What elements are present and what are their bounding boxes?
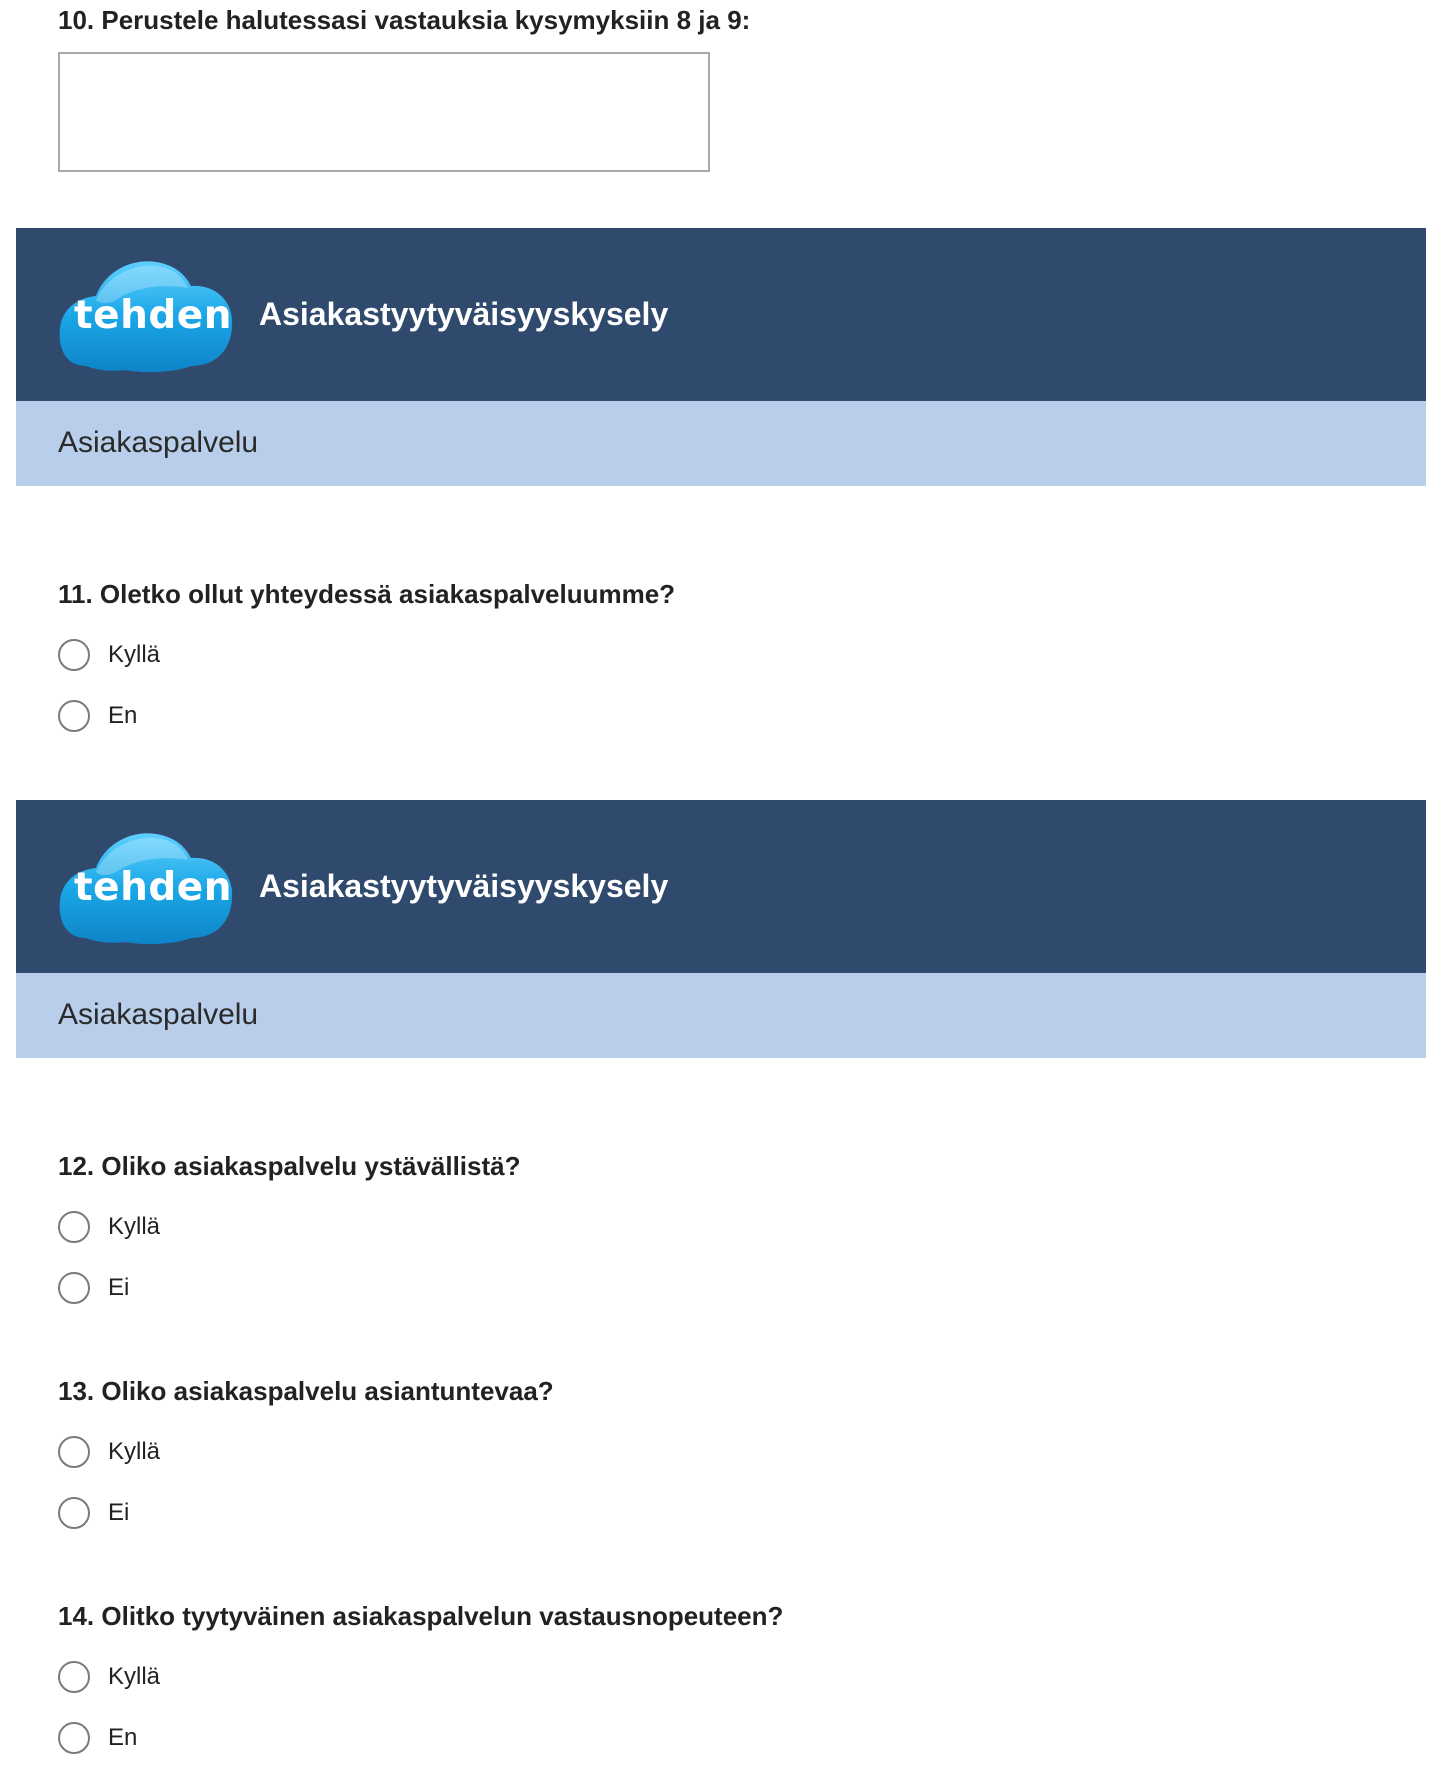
option-label: Ei: [108, 1274, 130, 1301]
section-bar-2: [16, 973, 1426, 1058]
q13-option-ei[interactable]: [58, 1495, 129, 1531]
radio-button[interactable]: [58, 1272, 90, 1304]
survey-title: Asiakastyytyväisyyskysely: [259, 296, 669, 332]
question-12-label: 12. Oliko asiakaspalvelu ystävällistä?: [58, 1151, 521, 1181]
q12-option-ei[interactable]: [58, 1270, 129, 1306]
q11-option-en[interactable]: [58, 698, 137, 734]
tehden-logo-text: tehden: [74, 865, 232, 910]
question-10-label: 10. Perustele halutessasi vastauksia kysymyksiin 8 ja 9:: [58, 5, 751, 35]
radio-button[interactable]: [58, 700, 90, 732]
section-bar-1: [16, 401, 1426, 486]
section-title: Asiakaspalvelu: [58, 998, 259, 1031]
option-label: Kyllä: [108, 1663, 161, 1690]
radio-button[interactable]: [58, 639, 90, 671]
question-10-textarea[interactable]: [58, 52, 710, 172]
radio-button[interactable]: [58, 1722, 90, 1754]
question-11-label: 11. Oletko ollut yhteydessä asiakaspalveluumme?: [58, 579, 676, 609]
survey-title: Asiakastyytyväisyyskysely: [259, 868, 669, 904]
radio-button[interactable]: [58, 1497, 90, 1529]
q14-option-kylla[interactable]: [58, 1659, 160, 1695]
section-title: Asiakaspalvelu: [58, 426, 259, 459]
option-label: Kyllä: [108, 1213, 161, 1240]
q11-option-kylla[interactable]: [58, 637, 160, 673]
question-13-label: 13. Oliko asiakaspalvelu asiantuntevaa?: [58, 1376, 554, 1406]
radio-button[interactable]: [58, 1436, 90, 1468]
tehden-logo-text: tehden: [74, 293, 232, 338]
q14-option-en[interactable]: [58, 1720, 137, 1756]
q12-option-kylla[interactable]: [58, 1209, 160, 1245]
option-label: En: [108, 1724, 138, 1751]
option-label: Kyllä: [108, 641, 161, 668]
tehden-logo: [56, 256, 236, 376]
option-label: Ei: [108, 1499, 130, 1526]
option-label: En: [108, 702, 138, 729]
q13-option-kylla[interactable]: [58, 1434, 160, 1470]
tehden-logo: [56, 828, 236, 948]
question-14-label: 14. Olitko tyytyväinen asiakaspalvelun vastausnopeuteen?: [58, 1601, 784, 1631]
survey-header-1: [16, 228, 1426, 401]
radio-button[interactable]: [58, 1661, 90, 1693]
option-label: Kyllä: [108, 1438, 161, 1465]
survey-header-2: [16, 800, 1426, 973]
radio-button[interactable]: [58, 1211, 90, 1243]
